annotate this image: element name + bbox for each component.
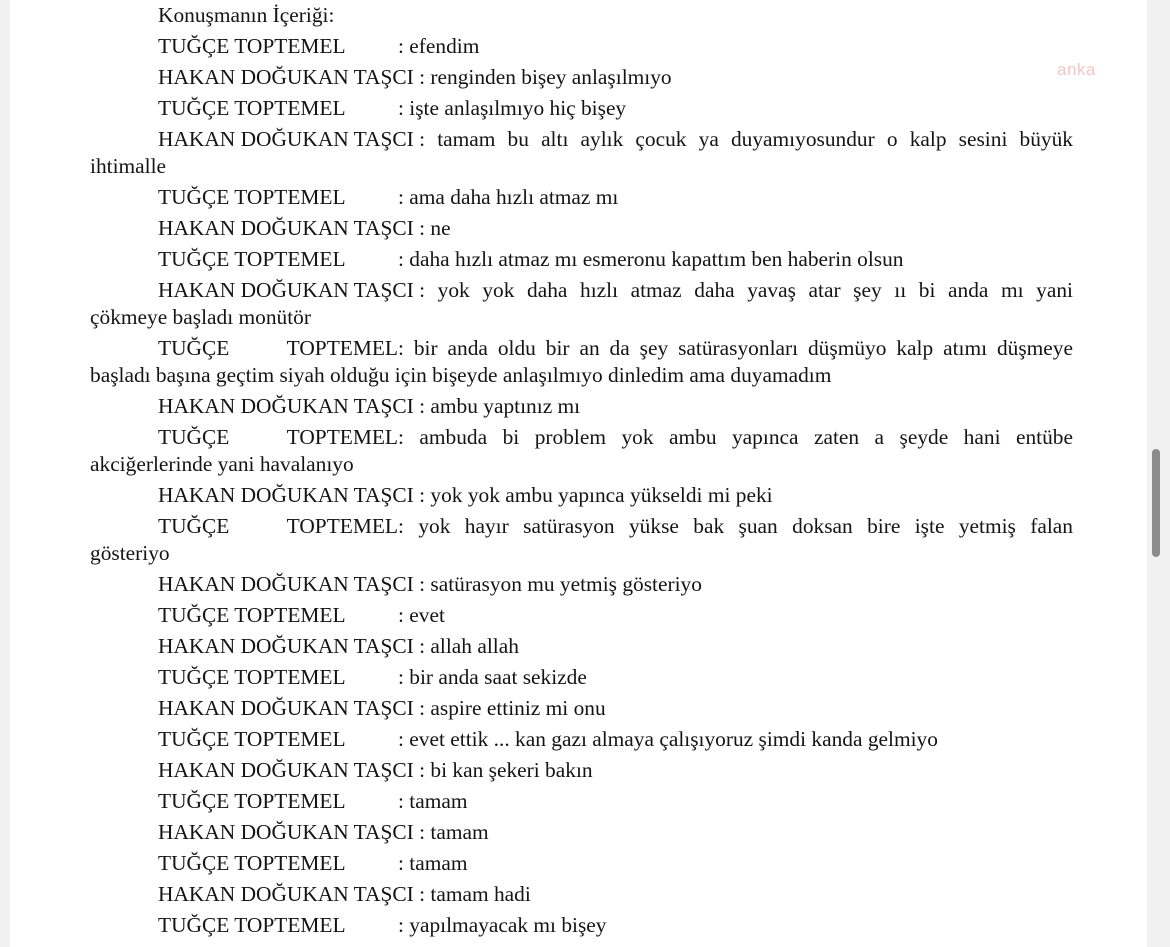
transcript-line — [90, 126, 1073, 180]
utterance-text: : bir anda saat sekizde — [398, 665, 587, 689]
speaker-name: TUĞÇE TOPTEMEL — [158, 336, 398, 360]
speaker-name: HAKAN DOĞUKAN TAŞCI — [158, 820, 420, 844]
transcript-line — [90, 695, 1073, 722]
speaker-name: TUĞÇE TOPTEMEL — [158, 34, 346, 58]
transcript-line — [90, 184, 1073, 211]
utterance-text: : ambu yaptınız mı — [419, 394, 581, 418]
utterance-continuation: akciğerlerinde yani havalanıyo — [90, 452, 354, 476]
document-page — [10, 0, 1147, 947]
speaker-name: TUĞÇE TOPTEMEL — [158, 789, 346, 813]
transcript-line — [90, 33, 1073, 60]
speaker-name: HAKAN DOĞUKAN TAŞCI — [158, 65, 420, 89]
utterance-text: : ne — [419, 216, 451, 240]
utterance-text: : renginden bişey anlaşılmıyo — [419, 65, 672, 89]
utterance-text: : ambuda bi problem yok ambu yapınca zaten a şeyde hani entübe — [398, 425, 1073, 449]
transcript-line-first — [90, 335, 1073, 362]
speaker-name: HAKAN DOĞUKAN TAŞCI — [158, 634, 420, 658]
transcript-line — [90, 246, 1073, 273]
utterance-text: : satürasyon mu yetmiş gösteriyo — [419, 572, 702, 596]
speaker-name: HAKAN DOĞUKAN TAŞCI — [158, 696, 420, 720]
transcript-line — [90, 215, 1073, 242]
speaker-name: TUĞÇE TOPTEMEL — [158, 425, 398, 449]
transcript-line — [90, 664, 1073, 691]
speaker-name: HAKAN DOĞUKAN TAŞCI — [158, 216, 420, 240]
speaker-name: HAKAN DOĞUKAN TAŞCI — [158, 394, 420, 418]
transcript-lines — [90, 33, 1073, 939]
transcript — [90, 2, 1073, 943]
transcript-line — [90, 633, 1073, 660]
watermark: anka — [1057, 60, 1096, 79]
transcript-line — [90, 95, 1073, 122]
scrollbar[interactable] — [1152, 449, 1160, 557]
speaker-name: HAKAN DOĞUKAN TAŞCI — [158, 278, 420, 302]
utterance-text: : daha hızlı atmaz mı esmeronu kapattım ben haberin olsun — [398, 247, 904, 271]
transcript-line — [90, 335, 1073, 389]
utterance-text: : tamam — [398, 789, 468, 813]
transcript-heading: Konuşmanın İçeriği: — [158, 3, 335, 27]
speaker-name: TUĞÇE TOPTEMEL — [158, 514, 398, 538]
transcript-line-first — [90, 513, 1073, 540]
utterance-text: : yok yok daha hızlı atmaz daha yavaş atar şey ıı bi anda mı yani — [419, 278, 1073, 302]
utterance-text: : aspire ettiniz mi onu — [419, 696, 606, 720]
speaker-name: HAKAN DOĞUKAN TAŞCI — [158, 758, 420, 782]
utterance-text: : yok yok ambu yapınca yükseldi mi peki — [419, 483, 773, 507]
speaker-name: TUĞÇE TOPTEMEL — [158, 913, 346, 937]
utterance-text: : tamam bu altı aylık çocuk ya duyamıyosundur o kalp sesini büyük — [419, 127, 1073, 151]
speaker-name: HAKAN DOĞUKAN TAŞCI — [158, 572, 420, 596]
utterance-text: : efendim — [398, 34, 480, 58]
transcript-line — [90, 881, 1073, 908]
utterance-text: : evet — [398, 603, 445, 627]
utterance-continuation: başladı başına geçtim siyah olduğu için bişeyde anlaşılmıyo dinledim ama duyamadım — [90, 363, 832, 387]
transcript-line — [90, 850, 1073, 877]
utterance-continuation: çökmeye başladı monütör — [90, 305, 311, 329]
transcript-line — [90, 482, 1073, 509]
transcript-line — [90, 513, 1073, 567]
utterance-text: : ama daha hızlı atmaz mı — [398, 185, 619, 209]
transcript-line-first — [90, 277, 1073, 304]
transcript-line — [90, 757, 1073, 784]
transcript-line — [90, 726, 1073, 753]
speaker-name: TUĞÇE TOPTEMEL — [158, 247, 346, 271]
transcript-line — [90, 912, 1073, 939]
speaker-name: TUĞÇE TOPTEMEL — [158, 96, 346, 120]
transcript-line — [90, 277, 1073, 331]
speaker-name: TUĞÇE TOPTEMEL — [158, 665, 346, 689]
speaker-name: TUĞÇE TOPTEMEL — [158, 851, 346, 875]
transcript-line-first — [90, 126, 1073, 153]
transcript-line — [90, 819, 1073, 846]
utterance-text: : yok hayır satürasyon yükse bak şuan doksan bire işte yetmiş falan — [398, 514, 1073, 538]
utterance-text: : tamam hadi — [419, 882, 531, 906]
speaker-name: TUĞÇE TOPTEMEL — [158, 727, 346, 751]
utterance-text: : evet ettik ... kan gazı almaya çalışıyoruz şimdi kanda gelmiyo — [398, 727, 938, 751]
utterance-text: : işte anlaşılmıyo hiç bişey — [398, 96, 627, 120]
transcript-line — [90, 571, 1073, 598]
speaker-name: HAKAN DOĞUKAN TAŞCI — [158, 882, 420, 906]
transcript-line — [90, 424, 1073, 478]
utterance-text: : tamam — [398, 851, 468, 875]
transcript-line — [90, 393, 1073, 420]
speaker-name: TUĞÇE TOPTEMEL — [158, 603, 346, 627]
speaker-name: HAKAN DOĞUKAN TAŞCI — [158, 127, 420, 151]
utterance-continuation: ihtimalle — [90, 154, 167, 178]
utterance-text: : allah allah — [419, 634, 519, 658]
speaker-name: TUĞÇE TOPTEMEL — [158, 185, 346, 209]
transcript-line — [90, 602, 1073, 629]
utterance-text: : bir anda oldu bir an da şey satürasyonları düşmüyo kalp atımı düşmeye — [398, 336, 1073, 360]
utterance-continuation: gösteriyo — [90, 541, 170, 565]
utterance-text: : yapılmayacak mı bişey — [398, 913, 607, 937]
utterance-text: : bi kan şekeri bakın — [419, 758, 593, 782]
utterance-text: : tamam — [419, 820, 489, 844]
transcript-line — [90, 64, 1073, 91]
transcript-line — [90, 788, 1073, 815]
transcript-line-first — [90, 424, 1073, 451]
speaker-name: HAKAN DOĞUKAN TAŞCI — [158, 483, 420, 507]
